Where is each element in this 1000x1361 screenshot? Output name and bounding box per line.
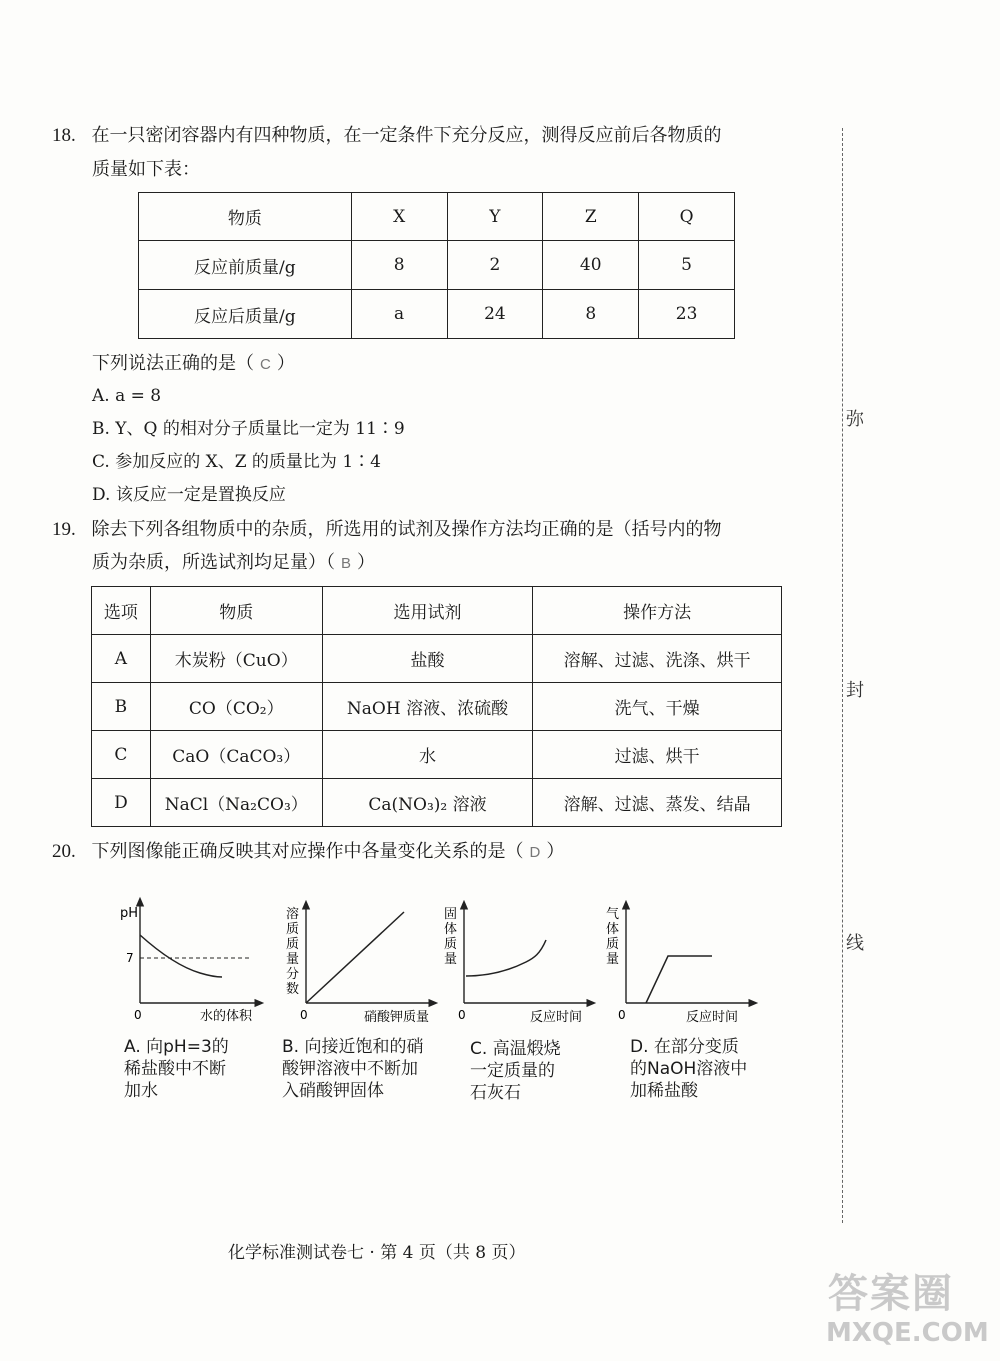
graph-c-x-label: 反应时间 (530, 1010, 583, 1025)
graph-d-line (646, 956, 712, 1003)
graph-a-caption: A. 向pH=3的 稀盐酸中不断 加水 (124, 1037, 229, 1101)
graph-d (600, 900, 760, 1030)
q18-option-a: A. a = 8 (92, 386, 162, 406)
graph-a (112, 895, 272, 1030)
q18-option-c: C. 参加反应的 X、Z 的质量比为 1∶4 (92, 452, 381, 472)
q18-option-b: B. Y、Q 的相对分子质量比一定为 11∶9 (92, 419, 405, 439)
table-row: B CO（CO₂） NaOH 溶液、浓硫酸 洗气、干燥 (92, 683, 782, 731)
graph-d-origin: 0 (618, 1008, 626, 1022)
q20-stem: 20. 下列图像能正确反映其对应操作中各量变化关系的是（ D ） (52, 841, 565, 862)
q19-impurity-table (91, 586, 782, 827)
graph-a-origin: 0 (134, 1008, 142, 1022)
q19-number: 19. (52, 519, 76, 540)
seal-char-feng: 封 (846, 680, 864, 701)
graph-d-x-label: 反应时间 (686, 1010, 739, 1025)
q18-number: 18. (52, 125, 76, 146)
graph-a-y-label: pH (120, 906, 139, 921)
table-row: D NaCl（Na₂CO₃） Ca(NO₃)₂ 溶液 溶解、过滤、蒸发、结晶 (92, 779, 782, 827)
watermark-logo: 答案圈 (828, 1271, 954, 1317)
table-row: A 木炭粉（CuO） 盐酸 溶解、过滤、洗涤、烘干 (92, 635, 782, 683)
graph-a-x-label: 水的体积 (200, 1009, 253, 1024)
page-footer: 化学标准测试卷七 · 第 4 页（共 8 页） (228, 1243, 526, 1263)
q18-mass-table (138, 192, 735, 339)
graph-d-y-label: 气 体 质 量 (606, 907, 620, 967)
q18-option-d: D. 该反应一定是置换反应 (92, 485, 286, 505)
graph-c-caption: C. 高温煅烧 一定质量的 石灰石 (470, 1039, 561, 1103)
table-row: 反应前质量/g 8 2 40 5 (139, 241, 735, 290)
q19-stem-line2: 质为杂质，所选试剂均足量）（ B ） (92, 552, 376, 573)
seal-char-xian: 线 (846, 933, 864, 954)
table-row: 物质 X Y Z Q (139, 193, 735, 241)
table-row: 反应后质量/g a 24 8 23 (139, 290, 735, 339)
graph-b-caption: B. 向接近饱和的硝 酸钾溶液中不断加 入硝酸钾固体 (282, 1037, 424, 1101)
q18-answer: C (260, 356, 271, 373)
graph-b (282, 900, 442, 1030)
watermark-url: MXQE.COM (826, 1318, 989, 1348)
graph-a-curve (140, 935, 222, 977)
graph-a-tick: 7 (126, 951, 134, 965)
graph-b-origin: 0 (300, 1008, 308, 1022)
table-row: 选项 物质 选用试剂 操作方法 (92, 587, 782, 635)
q20-answer: D (529, 844, 541, 861)
graph-b-y-label: 溶 质 质 量 分 数 (286, 907, 300, 997)
q18-stem-line1: 18. 在一只密闭容器内有四种物质，在一定条件下充分反应，测得反应前后各物质的 (52, 125, 722, 146)
graph-d-caption: D. 在部分变质 的NaOH溶液中 加稀盐酸 (630, 1037, 748, 1101)
graph-c-y-label: 固 体 质 量 (444, 907, 458, 967)
graph-c-curve (466, 940, 546, 976)
graph-b-x-label: 硝酸钾质量 (364, 1010, 430, 1025)
seal-char-mi: 弥 (846, 409, 864, 430)
q20-number: 20. (52, 841, 76, 862)
graph-c (440, 900, 600, 1030)
q19-answer: B (341, 555, 352, 572)
q19-stem-line1: 19. 除去下列各组物质中的杂质，所选用的试剂及操作方法均正确的是（括号内的物 (52, 519, 722, 540)
graph-b-line (306, 912, 404, 1003)
q18-stem-line2: 质量如下表： (92, 159, 200, 180)
table-row: C CaO（CaCO₃） 水 过滤、烘干 (92, 731, 782, 779)
graph-c-origin: 0 (458, 1008, 466, 1022)
q18-prompt: 下列说法正确的是（ C ） (92, 353, 295, 374)
seal-margin-line (842, 128, 843, 1223)
